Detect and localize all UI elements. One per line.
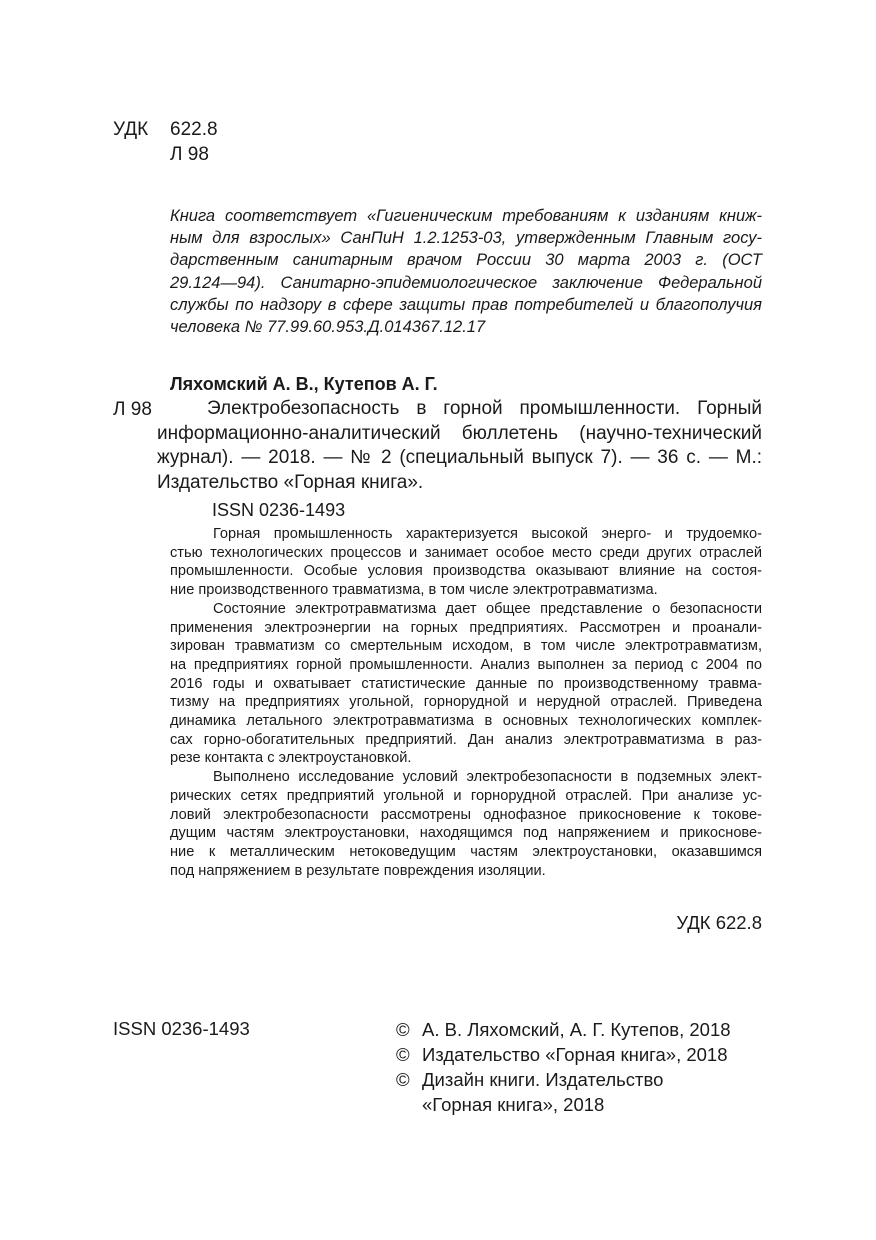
abstract-line: резе контакта с электроустановкой. — [170, 750, 412, 767]
hygiene-line: ным для взрослых» СанПиН 1.2.1253-03, утвержденным Главным госу- — [170, 229, 762, 248]
author-mark-left: Л 98 — [113, 399, 152, 420]
issn-main: ISSN 0236-1493 — [212, 500, 346, 520]
abstract-line: промышленности. Особые условия производства оказывают влияние на состоя- — [170, 563, 762, 580]
authors-heading: Ляхомский А. В., Кутепов А. Г. — [170, 374, 438, 394]
biblio-line: журнал). — 2018. — № 2 (специальный выпуск 7). — 36 с. — М.: — [157, 447, 762, 468]
copyright-line — [396, 1067, 731, 1092]
copyright-line-continued: «Горная книга», 2018 — [422, 1094, 605, 1115]
biblio-line: Издательство «Горная книга». — [157, 471, 424, 493]
abstract — [170, 525, 762, 880]
issn-bottom: ISSN 0236-1493 — [113, 1018, 250, 1039]
copyright-text: Издательство «Горная книга», 2018 — [422, 1044, 728, 1065]
biblio-line: Электробезопасность в горной промышленности. Горный — [207, 398, 762, 419]
abstract-line: Горная промышленность характеризуется высокой энерго- и трудоемко- — [213, 526, 762, 542]
abstract-line: Выполнено исследование условий электробезопасности в подземных элект- — [213, 769, 762, 786]
copyright-line — [396, 1042, 731, 1067]
abstract-line: динамика летального электротравматизма в основных технологических комплек- — [170, 713, 762, 730]
hygiene-line: Книга соответствует «Гигиеническим требованиям к изданиям книж- — [170, 207, 762, 225]
bibliographic-entry — [157, 397, 762, 495]
abstract-line: дущим частям электроустановки, находящимся под напряжением и прикоснове- — [170, 825, 762, 842]
abstract-line: ние к металлическим нетоковедущим частям электроустановки, оказавшимся — [170, 843, 762, 860]
abstract-line: под напряжением в результате повреждения изоляции. — [170, 862, 546, 879]
udk-code: 622.8 — [170, 119, 218, 140]
abstract-line: ловий электробезопасности рассмотрены однофазное прикосновение к токове- — [170, 806, 762, 823]
abstract-line: 2016 годы и охватывает статистические данные по производственному травма- — [170, 675, 762, 692]
abstract-line: ние производственного травматизма, в том числе электротравматизма. — [170, 582, 658, 599]
copyright-icon: © — [396, 1069, 410, 1090]
copyright-text: Дизайн книги. Издательство — [422, 1069, 664, 1090]
abstract-line: Состояние электротравматизма дает общее представление о безопасности — [213, 600, 762, 617]
abstract-line: тизму на предприятиях угольной, горнорудной и нерудной отраслей. Приведена — [170, 694, 762, 711]
hygiene-line: 29.124—94). Санитарно-эпидемиологическое заключение Федеральной — [170, 273, 762, 292]
hygiene-line: службы по надзору в сфере защиты прав потребителей и благополучия — [170, 295, 762, 314]
udk-label: УДК — [113, 119, 149, 140]
copyright-icon: © — [396, 1019, 410, 1040]
copyright-line — [396, 1017, 731, 1042]
abstract-line: стью технологических процессов и занимает особое место среди других отраслей — [170, 544, 762, 561]
hygiene-notice — [170, 205, 762, 338]
hygiene-line: человека № 77.99.60.953.Д.014367.12.17 — [170, 318, 486, 337]
biblio-line: информационно-аналитический бюллетень (научно-технический — [157, 422, 762, 444]
copyright-text: А. В. Ляхомский, А. Г. Кутепов, 2018 — [422, 1019, 731, 1040]
abstract-line: сах горно-обогатительных предприятий. Дан анализ электротравматизма в раз- — [170, 731, 762, 748]
copyright-block — [396, 1017, 731, 1117]
udk-author-mark: Л 98 — [170, 144, 209, 165]
copyright-icon: © — [396, 1044, 410, 1065]
abstract-line: зирован травматизм со смертельным исходом, в том числе электротравматизм, — [170, 638, 762, 655]
abstract-line: рических сетях предприятий угольной и горнорудной отраслей. При анализе ус- — [170, 787, 762, 804]
abstract-line: применения электроэнергии на горных предприятиях. Рассмотрен и проанали- — [170, 619, 762, 636]
udk-right: УДК 622.8 — [676, 912, 762, 933]
hygiene-line: дарственным санитарным врачом России 30 марта 2003 г. (ОСТ — [170, 251, 762, 270]
abstract-line: на предприятиях горной промышленности. Анализ выполнен за период с 2004 по — [170, 656, 762, 673]
